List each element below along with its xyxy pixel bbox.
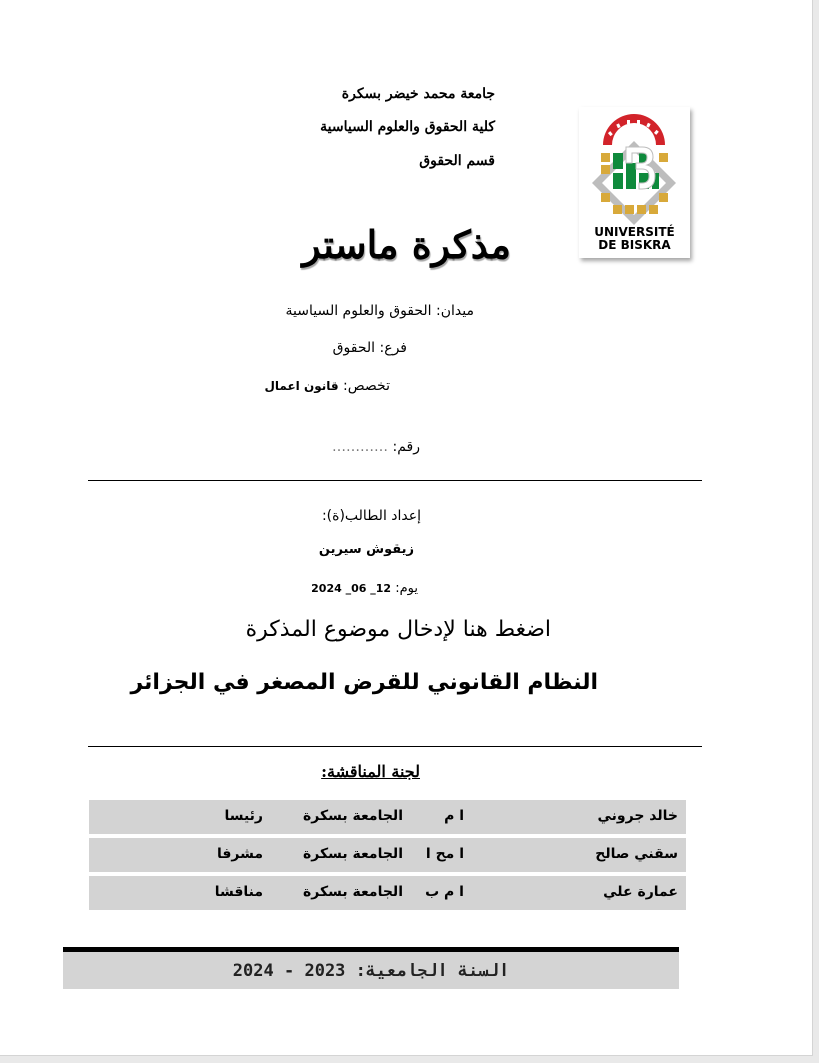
topic-placeholder[interactable]: اضغط هنا لإدخال موضوع المذكرة [245,617,551,642]
member-grade: ا مح ا [425,846,464,862]
member-role: رئيسا [224,808,263,824]
committee-row [89,838,686,872]
prepared-by-label: إعداد الطالب(ة): [321,508,421,524]
field-number [332,439,420,455]
branch-value: الحقوق [332,340,376,356]
thesis-topic: النظام القانوني للقرض المصغر في الجزائر [130,670,598,695]
divider-top [88,480,702,481]
academic-year: السنة الجامعية: 2023 - 2024 [232,961,510,981]
field-branch [333,340,407,356]
university-logo [579,107,690,258]
branch-label: فرع: [379,340,407,356]
faculty-name: كلية الحقوق والعلوم السياسية [320,119,495,135]
domain-value: الحقوق والعلوم السياسية [285,303,432,319]
defense-date [311,581,418,596]
student-name: زيقوش سيرين [318,542,414,557]
committee-table [89,800,686,914]
department-name: قسم الحقوق [419,153,495,169]
member-name: عمارة علي [603,884,678,900]
academic-year-box [63,952,679,989]
date-label: يوم: [395,581,418,596]
spec-value: قانون اعمال [264,379,339,393]
logo-line-1: UNIVERSITÉ [594,225,675,239]
member-name: سقني صالح [595,846,678,862]
number-label: رقم: [392,439,420,455]
field-domain [286,303,475,319]
university-name: جامعة محمد خيضر بسكرة [341,86,495,102]
number-value: ………… [332,439,389,455]
field-specialization [265,378,391,394]
member-role: مشرفا [216,846,263,862]
divider-bottom [88,746,702,747]
member-university: الجامعة بسكرة [303,846,403,862]
member-name: خالد جروني [597,808,678,824]
committee-row [89,800,686,834]
member-university: الجامعة بسكرة [303,808,403,824]
committee-title: لجنة المناقشة: [321,762,420,781]
member-university: الجامعة بسكرة [303,884,403,900]
member-grade: ا م ب [425,884,464,900]
committee-row [89,876,686,910]
spec-label: تخصص: [343,378,390,394]
logo-line-2: DE BISKRA [598,238,671,252]
document-title: مذكرة ماستر [302,222,511,267]
member-grade: ا م [444,808,464,824]
member-role: مناقشا [214,884,263,900]
domain-label: ميدان: [436,303,474,319]
date-value: 12_ 06_ 2024 [311,582,392,595]
